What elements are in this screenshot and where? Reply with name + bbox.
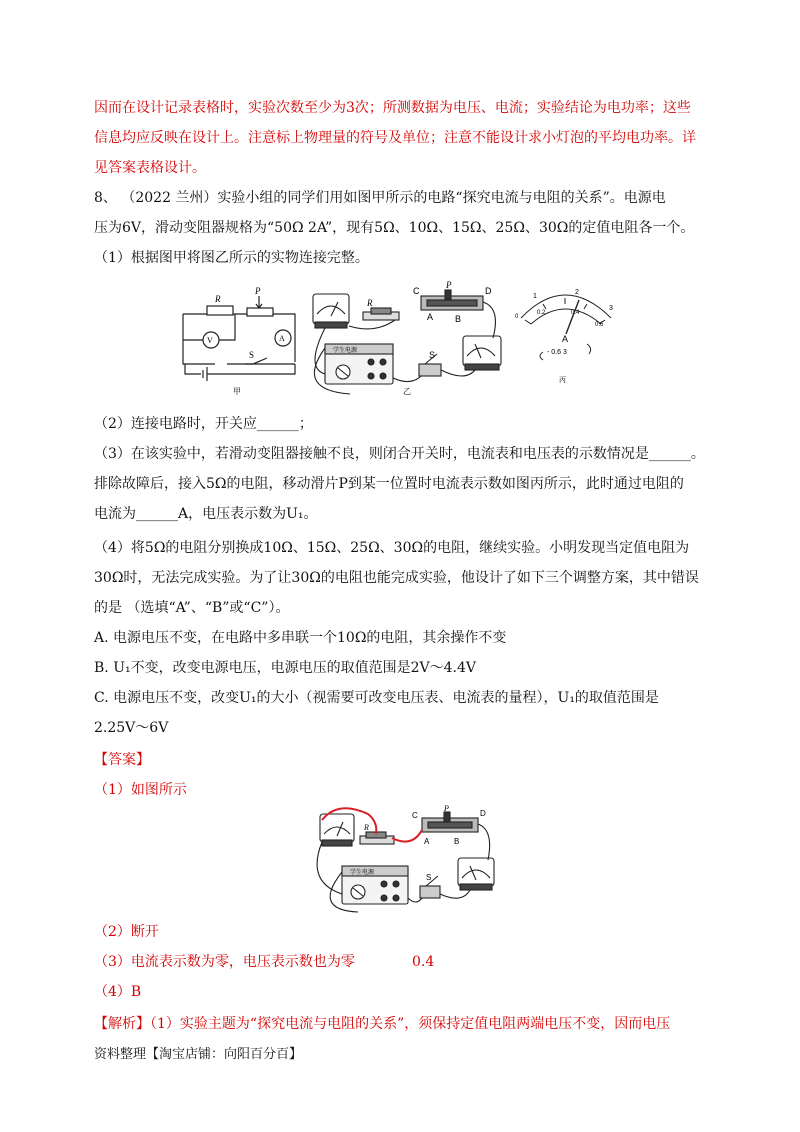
dial-unit-A: A xyxy=(562,334,569,344)
option-b: B. U₁不变，改变电源电压，电源电压的取值范围是2V～4.4V xyxy=(94,660,476,676)
label-A-yi: A xyxy=(427,312,434,322)
label-P-yi: P xyxy=(446,280,452,290)
analysis-line xyxy=(94,1014,670,1034)
label-A-jia: A xyxy=(279,334,285,343)
answer-label-D: D xyxy=(480,809,486,818)
answer-1: （1）如图所示 xyxy=(94,782,187,798)
answer-2: （2）断开 xyxy=(94,924,159,940)
option-c: C. 电源电压不变，改变U₁的大小（视需要可改变电压表、电流表的量程），U₁的取值范围是 xyxy=(94,690,659,706)
answer-4: （4）B xyxy=(94,984,142,1000)
answer-3: （3）电流表示数为零，电压表示数也为零 xyxy=(94,954,355,970)
caption-bing: 丙 xyxy=(559,376,566,384)
option-c-range: 2.25V～6V xyxy=(94,720,169,736)
question-3-line-2: 排除故障后，接入5Ω的电阻，移动滑片P到某一位置时电流表示数如图丙所示，此时通过电阻的 xyxy=(94,476,684,492)
question-4-line-1: （4）将5Ω的电阻分别换成10Ω、15Ω、25Ω、30Ω的电阻，继续实验。小明发现当定值电阻为 xyxy=(94,540,690,556)
label-C-yi: C xyxy=(413,286,420,296)
answer-label-B: B xyxy=(454,837,460,846)
answer-power-label: 学生电源 xyxy=(350,869,375,876)
caption-jia: 甲 xyxy=(233,387,241,396)
label-S-jia: S xyxy=(249,350,255,360)
answer-label-R: R xyxy=(364,823,369,832)
scale-top-3: 3 xyxy=(609,305,613,312)
answer-figure xyxy=(298,802,510,914)
answer-label-A: A xyxy=(424,837,430,846)
question-3-line-3: 电流为______A，电压表示数为U₁。 xyxy=(94,506,318,522)
problem-line-2: 压为6V，滑动变阻器规格为“50Ω 2A”，现有5Ω、10Ω、15Ω、25Ω、30Ω的定值电阻各一个。 xyxy=(94,220,695,236)
scale-bottom-04: 0.4 xyxy=(571,310,580,316)
intro-line-1: 因而在设计记录表格时，实验次数至少为3次；所测数据为电压、电流；实验结论为电功率；这些 xyxy=(94,100,691,116)
intro-line-3: 见答案表格设计。 xyxy=(94,160,206,176)
scale-bottom-06: 0.6 xyxy=(595,322,604,328)
label-V-jia: V xyxy=(207,336,213,345)
label-R-jia: R xyxy=(215,294,221,304)
label-R-yi: R xyxy=(367,298,373,308)
option-a: A. 电源电压不变，在电路中多串联一个10Ω的电阻，其余操作不变 xyxy=(94,630,507,646)
intro-line-2: 信息均应反映在设计上。注意标上物理量的符号及单位；注意不能设计求小灯泡的平均电功率。详 xyxy=(94,130,696,146)
scale-bottom-02: 0.2 xyxy=(537,310,546,316)
label-P-jia: P xyxy=(255,286,261,296)
label-B-yi: B xyxy=(455,314,462,324)
answer-label-C: C xyxy=(412,811,418,820)
problem-line-1: 8、 （2022 兰州）实验小组的同学们用如图甲所示的电路“探究电流与电阻的关系”。电源电 xyxy=(94,190,666,206)
problem-line-3: （1）根据图甲将图乙所示的实物连接完整。 xyxy=(94,250,369,266)
footer-source: 资料整理【淘宝店铺：向阳百分百】 xyxy=(94,1047,303,1062)
answer-label-P: P xyxy=(444,804,449,813)
caption-yi: 乙 xyxy=(403,387,411,396)
scale-top-1: 1 xyxy=(533,293,537,300)
answer-label-S: S xyxy=(426,873,432,882)
label-D-yi: D xyxy=(485,286,492,296)
analysis-tag: 【解析】 xyxy=(94,1016,150,1032)
question-4-line-2: 30Ω时，无法完成实验。为了让30Ω的电阻也能完成实验，他设计了如下三个调整方案，其中错误 xyxy=(94,570,699,586)
scale-bottom-0: 0 xyxy=(515,314,519,320)
question-2: （2）连接电路时，开关应______； xyxy=(94,416,313,432)
dial-terminals: - 0.6 3 xyxy=(547,349,567,356)
label-S-yi: S xyxy=(429,350,436,360)
answer-3-value: 0.4 xyxy=(412,954,435,970)
scale-top-2: 2 xyxy=(575,289,579,296)
answer-heading: 【答案】 xyxy=(94,752,150,768)
analysis-text: （1）实验主题为“探究电流与电阻的关系”，须保持定值电阻两端电压不变，因而电压 xyxy=(150,1016,671,1032)
question-4-line-3: 的是 （选填“A”、“B”或“C”）。 xyxy=(94,600,290,616)
problem-figure xyxy=(175,278,620,400)
physical-setup-yi xyxy=(313,290,501,384)
power-supply-label: 学生电源 xyxy=(333,347,358,354)
question-3-line-1: （3）在该实验中，若滑动变阻器接触不良，则闭合开关时，电流表和电压表的示数情况是______。 xyxy=(94,446,705,462)
